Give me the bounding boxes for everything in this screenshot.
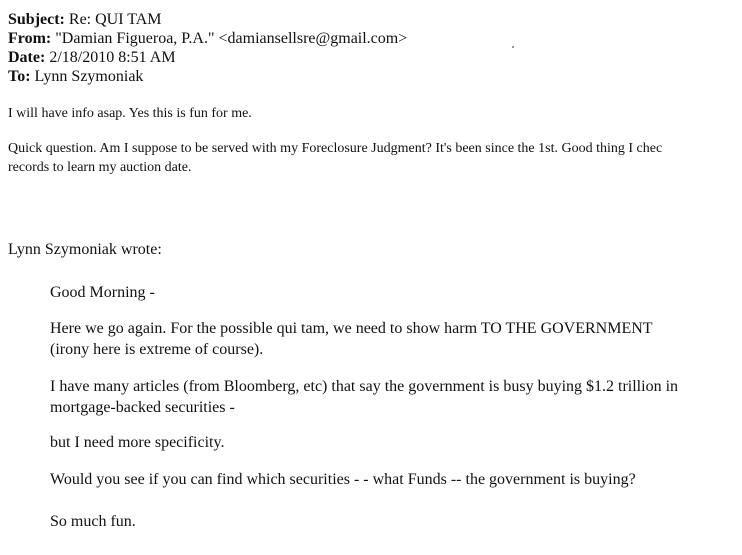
date-label: Date: [8, 49, 46, 66]
reply-line-1: I will have info asap. Yes this is fun for me. [8, 106, 252, 121]
subject-value: Re: QUI TAM [68, 11, 162, 28]
to-value: Lynn Szymoniak [34, 68, 144, 85]
to-line [8, 67, 143, 87]
quote-paragraph-2-line-1: I have many articles (from Bloomberg, etc) that say the government is busy buying $1.2 trillion in [50, 378, 679, 395]
to-label: To: [8, 68, 31, 85]
quote-greeting: Good Morning - [50, 284, 155, 301]
date-line [8, 48, 176, 68]
from-line [8, 29, 407, 49]
date-value: 2/18/2010 8:51 AM [49, 49, 176, 66]
quote-paragraph-2-line-2: mortgage-backed securities - [50, 399, 235, 416]
quote-paragraph-4: Would you see if you can find which securities - - what Funds -- the government is buying? [50, 471, 636, 488]
quote-paragraph-1-line-1: Here we go again. For the possible qui tam, we need to show harm TO THE GOVERNMENT [50, 320, 653, 337]
reply-line-2: Quick question. Am I suppose to be served with my Foreclosure Judgment? It's been since the 1st. Good thing I chec [8, 141, 663, 156]
quote-paragraph-3: but I need more specificity. [50, 434, 225, 451]
quote-attribution: Lynn Szymoniak wrote: [8, 241, 162, 258]
from-label: From: [8, 30, 52, 47]
from-value: "Damian Figueroa, P.A." <damiansellsre@gmail.com> [55, 30, 408, 47]
subject-label: Subject: [8, 11, 65, 28]
quote-paragraph-1-line-2: (irony here is extreme of course). [50, 341, 264, 358]
scan-speck [512, 46, 514, 48]
quote-paragraph-5: So much fun. [50, 513, 136, 530]
subject-line [8, 10, 162, 30]
reply-line-3: records to learn my auction date. [8, 160, 192, 175]
